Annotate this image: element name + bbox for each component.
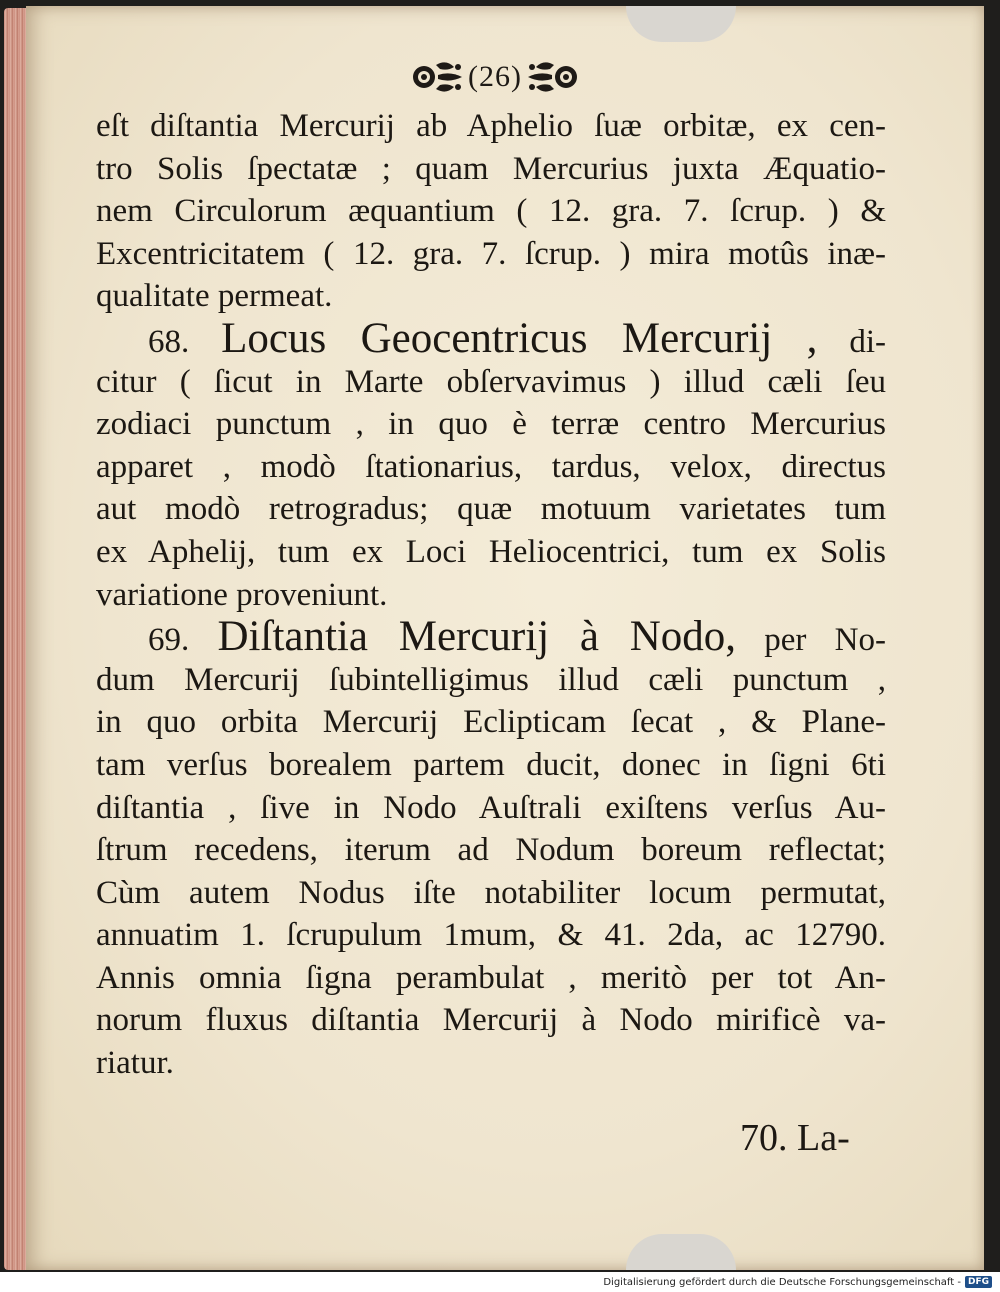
section-heading: Locus Geocentricus Mercurij ,: [221, 314, 818, 362]
text-line: aut modò retrogradus; quæ motuum varietates tum: [96, 491, 886, 528]
text-fragment: di-: [849, 323, 886, 360]
text-line: tam verſus borealem partem ducit, donec in ſigni 6ti: [96, 746, 886, 783]
text-line: ex Aphelij, tum ex Loci Heliocentrici, tum ex Solis: [96, 533, 886, 570]
catchword: 70. La-: [740, 1117, 850, 1159]
text-line: qualitate permeat.: [96, 278, 333, 315]
text-line: eſt diſtantia Mercurij ab Aphelio ſuæ orbitæ, ex cen-: [96, 108, 886, 144]
text-line: citur ( ſicut in Marte obſervavimus ) illud cæli ſeu: [96, 363, 886, 400]
digitization-footer: [0, 1272, 1000, 1292]
text-line: Cùm autem Nodus iſte notabiliter locum permutat,: [96, 874, 886, 911]
scanner-tab-bottom: [626, 1234, 736, 1270]
text-line: in quo orbita Mercurij Eclipticam ſecat , & Plane-: [96, 704, 886, 741]
page-number: (26): [468, 60, 522, 93]
text-fragment: per No-: [764, 622, 886, 659]
body-text: [96, 105, 886, 1085]
section-number: 68.: [148, 323, 190, 360]
section-68-heading-line: [96, 314, 886, 362]
scanner-tab-top: [626, 6, 736, 42]
text-line: apparet , modò ſtationarius, tardus, velox, directus: [96, 448, 886, 485]
dfg-logo: DFG: [965, 1276, 992, 1288]
floral-ornament-icon: [410, 57, 466, 97]
text-line: variatione proveniunt.: [96, 576, 388, 613]
floral-ornament-icon: [524, 57, 580, 97]
text-line: riatur.: [96, 1045, 174, 1082]
section-number: 69.: [148, 622, 190, 659]
text-line: nem Circulorum æquantium ( 12. gra. 7. ſcrup. ) &: [96, 193, 886, 230]
text-line: norum fluxus diſtantia Mercurij à Nodo mirificè va-: [96, 1002, 886, 1039]
text-line: dum Mercurij ſubintelligimus illud cæli punctum ,: [96, 661, 886, 698]
text-line: Annis omnia ſigna perambulat , meritò per tot An-: [96, 959, 886, 996]
text-line: annuatim 1. ſcrupulum 1mum, & 41. 2da, ac 12790.: [96, 917, 886, 954]
text-line: diſtantia , ſive in Nodo Auſtrali exiſtens verſus Au-: [96, 789, 886, 826]
funding-notice: Digitalisierung gefördert durch die Deutsche Forschungsgemeinschaft -: [603, 1276, 961, 1288]
page-header: [390, 54, 600, 100]
section-heading: Diſtantia Mercurij à Nodo,: [217, 613, 737, 661]
section-69-heading-line: [96, 613, 886, 661]
text-line: tro Solis ſpectatæ ; quam Mercurius juxta Æquatio-: [96, 150, 886, 187]
text-line: zodiaci punctum , in quo è terræ centro Mercurius: [96, 406, 886, 443]
text-line: Excentricitatem ( 12. gra. 7. ſcrup. ) mira motûs inæ-: [96, 235, 886, 272]
text-line: ſtrum recedens, iterum ad Nodum boreum reflectat;: [96, 832, 886, 869]
